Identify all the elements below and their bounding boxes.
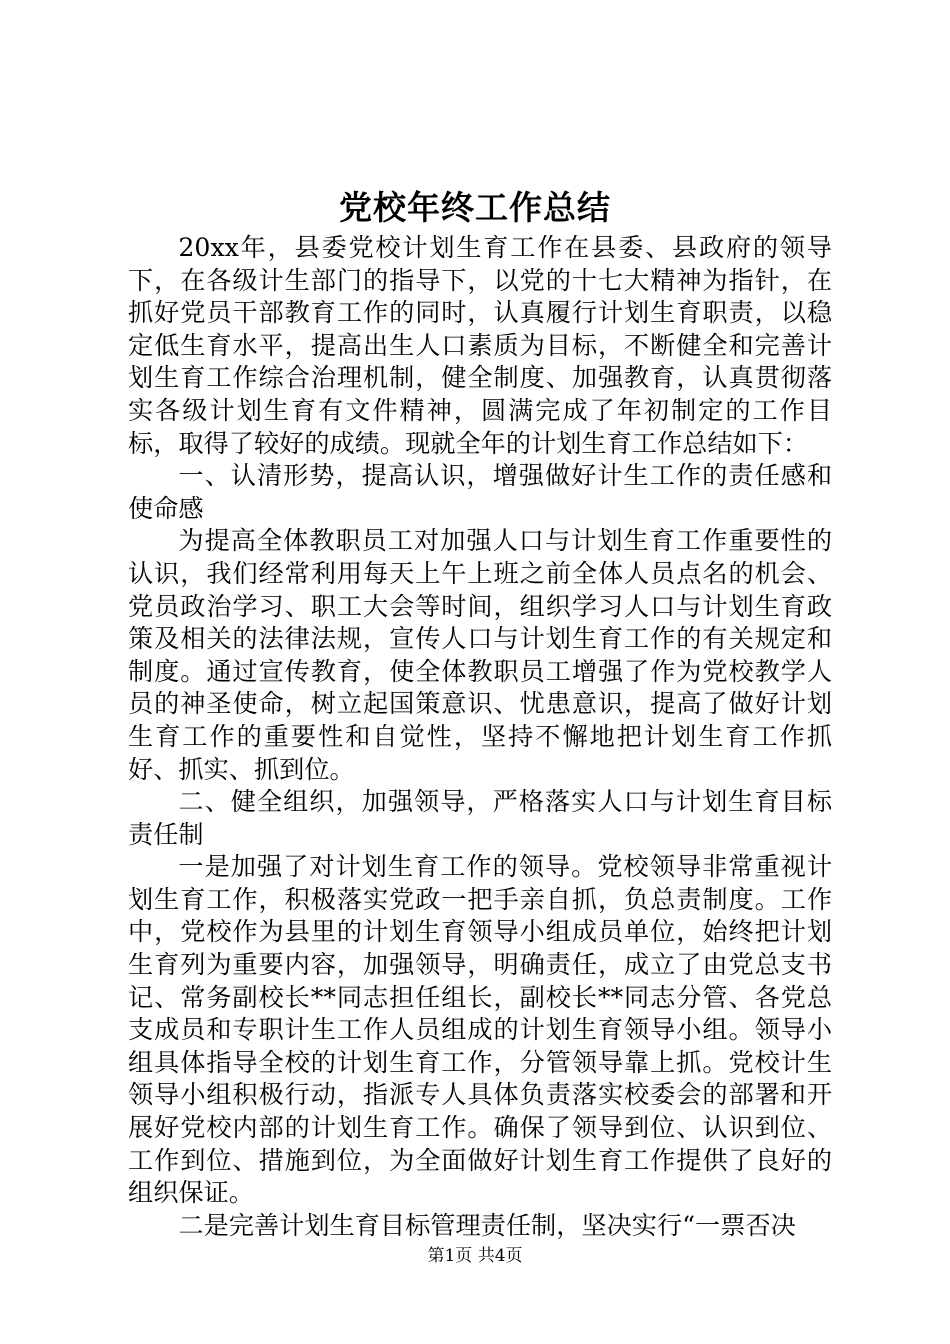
paragraph-section-2-point-1: 一是加强了对计划生育工作的领导。党校领导非常重视计划生育工作，积极落实党政一把手亲自抓，负总责制度。工作中，党校作为县里的计划生育领导小组成员单位，始终把计划生育列为重要内容，加强领导，明确责任，成立了由党总支书记、常务副校长**同志担任组长，副校长**同志分管、各党总支成员和专职计生工作人员组成的计划生育领导小组。领导小组具体指导全校的计划生育工作，分管领导靠上抓。党校计生领导小组积极行动，指派专人具体负责落实校委会的部署和开展好党校内部的计划生育工作。确保了领导到位、认识到位、工作到位、措施到位，为全面做好计划生育工作提供了良好的组织保证。 bbox=[128, 852, 832, 1208]
section-heading-2: 二、健全组织，加强领导，严格落实人口与计划生育目标责任制 bbox=[128, 787, 832, 849]
section-heading-1: 一、认清形势，提高认识，增强做好计生工作的责任感和使命感 bbox=[128, 461, 832, 523]
document-body bbox=[128, 232, 832, 1242]
paragraph-section-1: 为提高全体教职员工对加强人口与计划生育工作重要性的认识，我们经常利用每天上午上班之前全体人员点名的机会、党员政治学习、职工大会等时间，组织学习人口与计划生育政策及相关的法律法规，宣传人口与计划生育工作的有关规定和制度。通过宣传教育，使全体教职员工增强了作为党校教学人员的神圣使命，树立起国策意识、忧患意识，提高了做好计划生育工作的重要性和自觉性，坚持不懈地把计划生育工作抓好、抓实、抓到位。 bbox=[128, 526, 832, 784]
document-title: 党校年终工作总结 bbox=[339, 188, 611, 227]
paragraph-intro: 20xx年，县委党校计划生育工作在县委、县政府的领导下，在各级计生部门的指导下，以党的十七大精神为指针，在抓好党员干部教育工作的同时，认真履行计划生育职责，以稳定低生育水平，提高出生人口素质为目标，不断健全和完善计划生育工作综合治理机制，健全制度、加强教育，认真贯彻落实各级计划生育有文件精神，圆满完成了年初制定的工作目标，取得了较好的成绩。现就全年的计划生育工作总结如下： bbox=[128, 233, 832, 458]
paragraph-section-2-point-2: 二是完善计划生育目标管理责任制，坚决实行“一票否决 bbox=[178, 1210, 796, 1240]
page-number-footer: 第1页 共4页 bbox=[427, 1246, 523, 1266]
